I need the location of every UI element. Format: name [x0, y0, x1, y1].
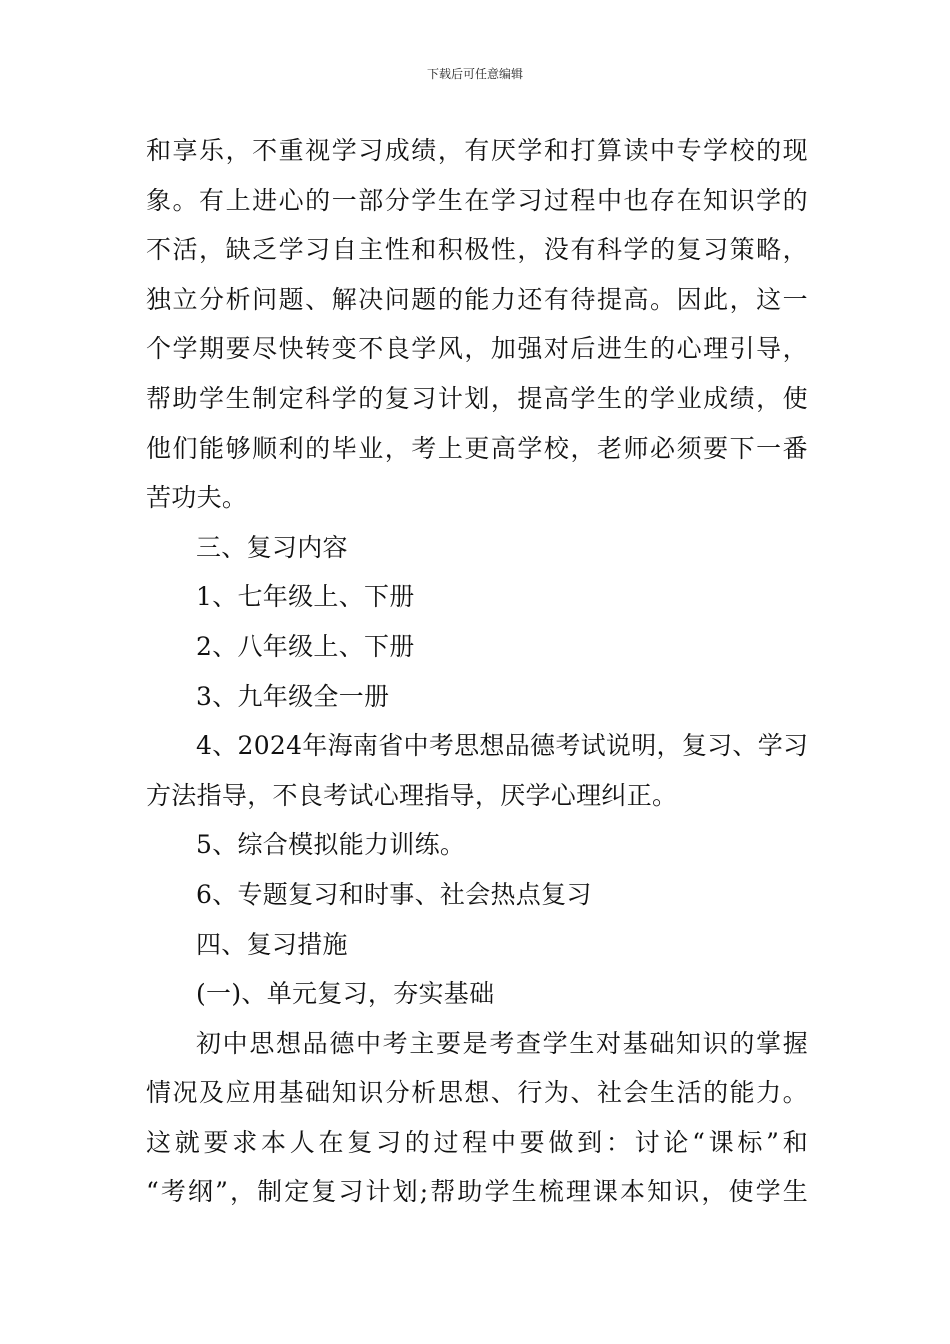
page-header-note: 下载后可任意编辑 — [426, 67, 523, 81]
text-line: 情况及应用基础知识分析思想、行为、社会生活的能力。 — [146, 1078, 808, 1108]
text-line: 这就要求本人在复习的过程中要做到：讨论“课标”和 — [146, 1127, 808, 1157]
text-line: 帮助学生制定科学的复习计划，提高学生的学业成绩，使 — [146, 383, 808, 413]
text-line: 苦功夫。 — [146, 483, 248, 513]
list-item: 1、七年级上、下册 — [196, 582, 415, 612]
text-line: 和享乐，不重视学习成绩，有厌学和打算读中专学校的现 — [146, 136, 808, 165]
section-heading: 三、复习内容 — [196, 532, 348, 562]
list-item: 2、八年级上、下册 — [196, 631, 415, 661]
text-line: 象。有上进心的一部分学生在学习过程中也存在知识学的 — [146, 185, 808, 215]
document-body — [146, 126, 808, 1217]
list-item: 3、九年级全一册 — [196, 681, 390, 711]
section-heading: 四、复习措施 — [196, 929, 348, 959]
text-line: “考纲”，制定复习计划;帮助学生梳理课本知识，使学生 — [146, 1177, 808, 1207]
text-line: 初中思想品德中考主要是考查学生对基础知识的掌握 — [196, 1028, 808, 1058]
subsection-heading: (一)、单元复习，夯实基础 — [196, 979, 495, 1009]
text-line: 方法指导，不良考试心理指导，厌学心理纠正。 — [146, 780, 678, 810]
list-item: 6、专题复习和时事、社会热点复习 — [196, 879, 592, 909]
text-line: 独立分析问题、解决问题的能力还有待提高。因此，这一 — [146, 284, 808, 314]
text-line: 个学期要尽快转变不良学风，加强对后进生的心理引导， — [146, 334, 808, 364]
text-line: 他们能够顺利的毕业，考上更高学校，老师必须要下一番 — [146, 433, 808, 463]
list-item: 4、2024年海南省中考思想品德考试说明，复习、学习 — [196, 731, 809, 761]
list-item: 5、综合模拟能力训练。 — [196, 830, 466, 860]
text-line: 不活，缺乏学习自主性和积极性，没有科学的复习策略， — [146, 235, 808, 265]
